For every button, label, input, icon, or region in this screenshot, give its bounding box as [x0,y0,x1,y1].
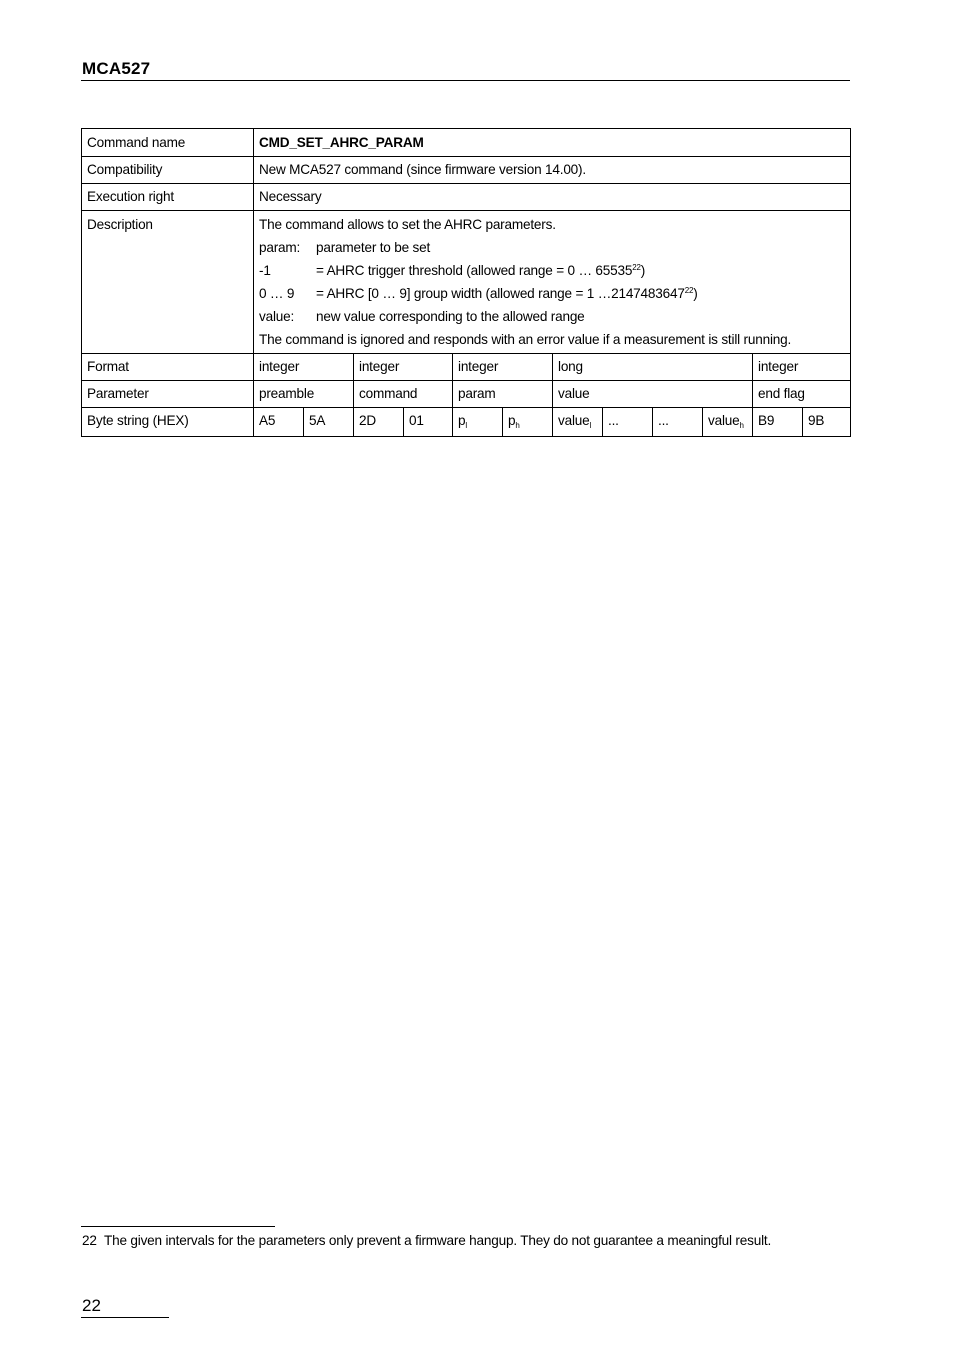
row-description [82,211,851,354]
parameter-cell: value [553,381,753,408]
value-text: new value corresponding to the allowed range [316,309,585,324]
byte-text: value [708,413,740,428]
command-name-value: CMD_SET_AHRC_PARAM [254,129,851,157]
compatibility-value: New MCA527 command (since firmware version 14.00). [254,157,851,184]
minus1-key: -1 [259,263,271,278]
parameter-cell: command [354,381,453,408]
format-cell: integer [453,354,553,381]
format-cell: integer [753,354,851,381]
footnote-ref[interactable]: 22 [684,286,694,295]
footnote-number: 22 [82,1233,97,1248]
minus1-text: = AHRC trigger threshold (allowed range = 0 … 65535 [316,263,633,278]
byte-string-label: Byte string (HEX) [82,408,254,437]
description-label: Description [82,211,254,354]
page-number-rule [81,1317,169,1318]
document-header-title: MCA527 [82,59,151,78]
parameter-cell: end flag [753,381,851,408]
footnote [82,1233,771,1248]
command-table [81,128,851,437]
byte-subscript: l [589,421,592,430]
format-label: Format [82,354,254,381]
execution-right-label: Execution right [82,184,254,211]
row-format [82,354,851,381]
header-rule [81,80,850,81]
byte-cell: ... [603,408,653,437]
byte-cell: ... [653,408,703,437]
byte-text: p [508,413,516,428]
byte-cell: 9B [803,408,851,437]
execution-right-value: Necessary [254,184,851,211]
format-cell: long [553,354,753,381]
value-key: value: [259,309,295,324]
byte-subscript: l [465,421,467,430]
byte-cell: A5 [254,408,304,437]
range-close: ) [693,286,698,301]
row-compatibility [82,157,851,184]
format-cell: integer [354,354,453,381]
description-intro: The command allows to set the AHRC parameters. [259,217,556,232]
row-byte-string [82,408,851,437]
description-value-line [259,305,845,328]
page-number: 22 [82,1296,101,1315]
compatibility-label: Compatibility [82,157,254,184]
row-command-name [82,129,851,157]
byte-cell: 5A [304,408,354,437]
footnote-text: The given intervals for the parameters only prevent a firmware hangup. They do not guarantee a meaningful result. [104,1233,772,1248]
byte-subscript: h [739,421,744,430]
param-key: param: [259,240,301,255]
footnote-ref[interactable]: 22 [632,263,641,272]
byte-subscript: h [515,421,520,430]
format-cell: integer [254,354,354,381]
range-text: = AHRC [0 … 9] group width (allowed range = 1 …2147483647 [316,286,685,301]
byte-cell: 2D [354,408,404,437]
description-minus1-line [259,259,845,282]
row-execution-right [82,184,851,211]
byte-cell: B9 [753,408,803,437]
description-value [254,211,851,354]
description-param-line [259,236,845,259]
row-parameter [82,381,851,408]
param-text: parameter to be set [316,240,431,255]
parameter-label: Parameter [82,381,254,408]
description-note: The command is ignored and responds with an error value if a measurement is still running. [259,332,792,347]
parameter-cell: param [453,381,553,408]
byte-cell: 01 [404,408,453,437]
byte-cell [503,408,553,437]
byte-cell [453,408,503,437]
minus1-close: ) [640,263,646,278]
byte-text: value [558,413,590,428]
parameter-cell: preamble [254,381,354,408]
footnote-rule [81,1226,275,1227]
byte-cell [703,408,753,437]
byte-text: p [458,413,466,428]
description-range-line [259,282,845,305]
byte-cell [553,408,603,437]
range-key: 0 … 9 [259,286,295,301]
command-name-label: Command name [82,129,254,157]
